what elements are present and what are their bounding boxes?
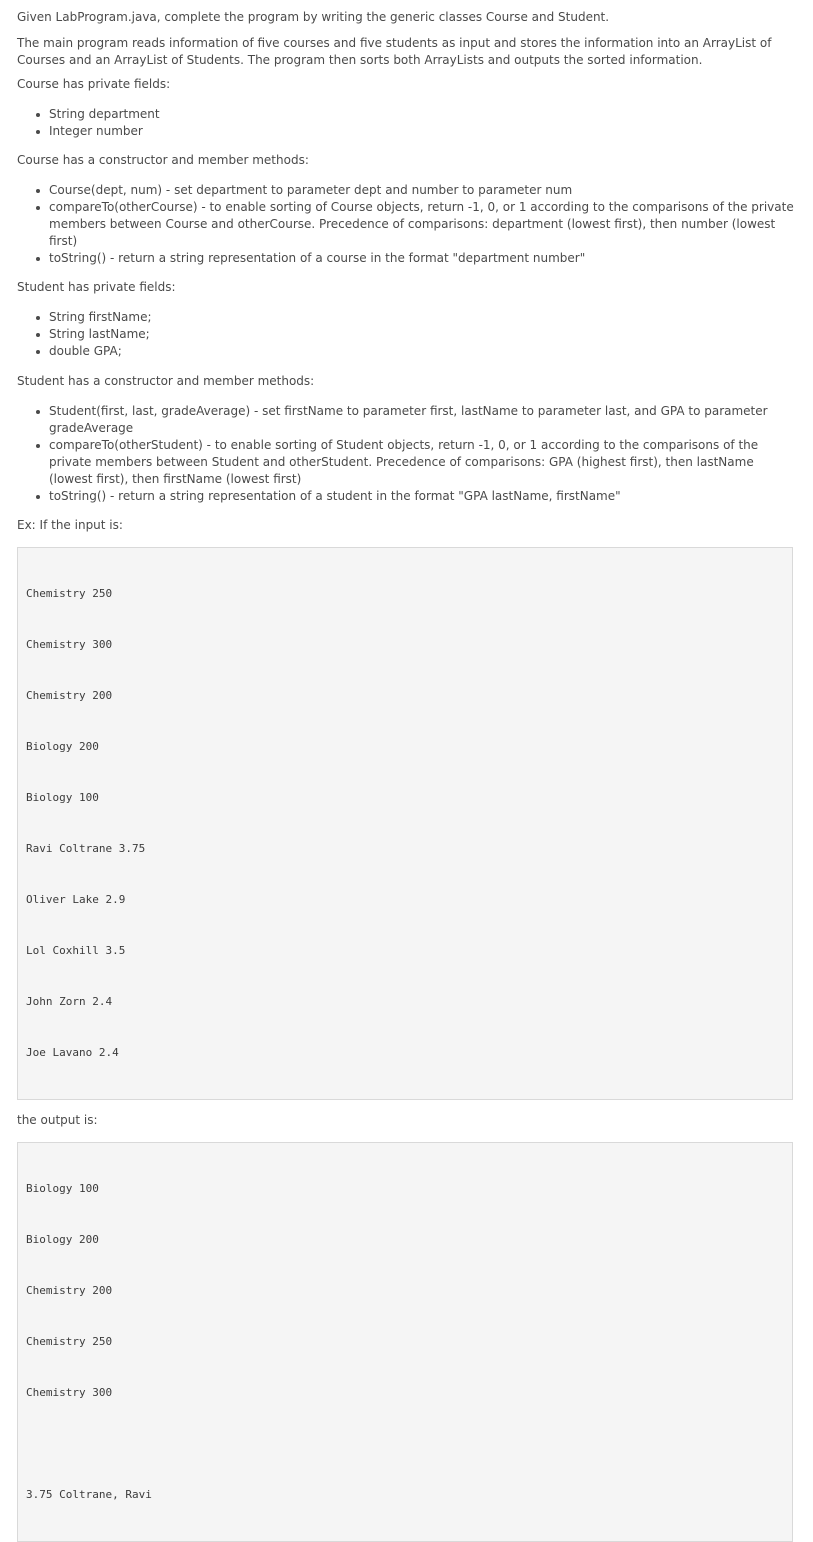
code-line: Chemistry 300 — [26, 1386, 113, 1399]
course-fields-list — [17, 106, 796, 140]
list-item: String firstName; — [49, 309, 796, 326]
code-line: Ravi Coltrane 3.75 — [26, 842, 146, 855]
code-line: John Zorn 2.4 — [26, 995, 113, 1008]
example-input-label: Ex: If the input is: — [17, 518, 123, 532]
intro-title: Given LabProgram.java, complete the program by writing the generic classes Course and Student. — [17, 10, 610, 24]
list-item: compareTo(otherCourse) - to enable sorting of Course objects, return -1, 0, or 1 according to the comparisons of the private members between Course and otherCourse. Precedence of comparisons: department (lowest first), then number (lowest first) — [49, 199, 796, 250]
example-input-code — [17, 547, 793, 1100]
list-item: Student(first, last, gradeAverage) - set firstName to parameter first, lastName to parameter last, and GPA to parameter gradeAverage — [49, 403, 796, 437]
code-line: Joe Lavano 2.4 — [26, 1046, 119, 1059]
code-line: Biology 100 — [26, 1182, 99, 1195]
student-fields-list — [17, 309, 796, 360]
intro-description: The main program reads information of five courses and five students as input and stores the information into an ArrayList of Courses and an ArrayList of Students. The program then sorts both ArrayLists and outputs the sorted information. — [17, 36, 772, 67]
student-fields-heading: Student has private fields: — [17, 280, 176, 294]
code-line: Biology 200 — [26, 1233, 99, 1246]
code-line-blank — [26, 1435, 784, 1452]
list-item: String department — [49, 106, 796, 123]
code-line: Oliver Lake 2.9 — [26, 893, 126, 906]
code-line: Chemistry 200 — [26, 689, 113, 702]
code-line: Biology 100 — [26, 791, 99, 804]
list-item: Course(dept, num) - set department to parameter dept and number to parameter num — [49, 182, 796, 199]
list-item: toString() - return a string representation of a student in the format "GPA lastName, firstName" — [49, 488, 796, 505]
code-line: Biology 200 — [26, 740, 99, 753]
course-methods-list — [17, 182, 796, 267]
code-line: Chemistry 300 — [26, 638, 113, 651]
list-item: Integer number — [49, 123, 796, 140]
list-item: String lastName; — [49, 326, 796, 343]
student-methods-list — [17, 403, 796, 505]
course-fields-heading: Course has private fields: — [17, 77, 171, 91]
example-output-code — [17, 1142, 793, 1542]
example-output-label: the output is: — [17, 1113, 98, 1127]
code-line: Chemistry 250 — [26, 1335, 113, 1348]
code-line: Chemistry 200 — [26, 1284, 113, 1297]
code-line: Chemistry 250 — [26, 587, 113, 600]
course-methods-heading: Course has a constructor and member methods: — [17, 153, 309, 167]
list-item: compareTo(otherStudent) - to enable sorting of Student objects, return -1, 0, or 1 according to the comparisons of the private members between Student and otherStudent. Precedence of comparisons: GPA (highest first), then lastName (lowest first), then firstName (lowest first) — [49, 437, 796, 488]
code-line: 3.75 Coltrane, Ravi — [26, 1488, 152, 1501]
code-line: Lol Coxhill 3.5 — [26, 944, 126, 957]
list-item: double GPA; — [49, 343, 796, 360]
list-item: toString() - return a string representation of a course in the format "department number" — [49, 250, 796, 267]
student-methods-heading: Student has a constructor and member methods: — [17, 374, 315, 388]
